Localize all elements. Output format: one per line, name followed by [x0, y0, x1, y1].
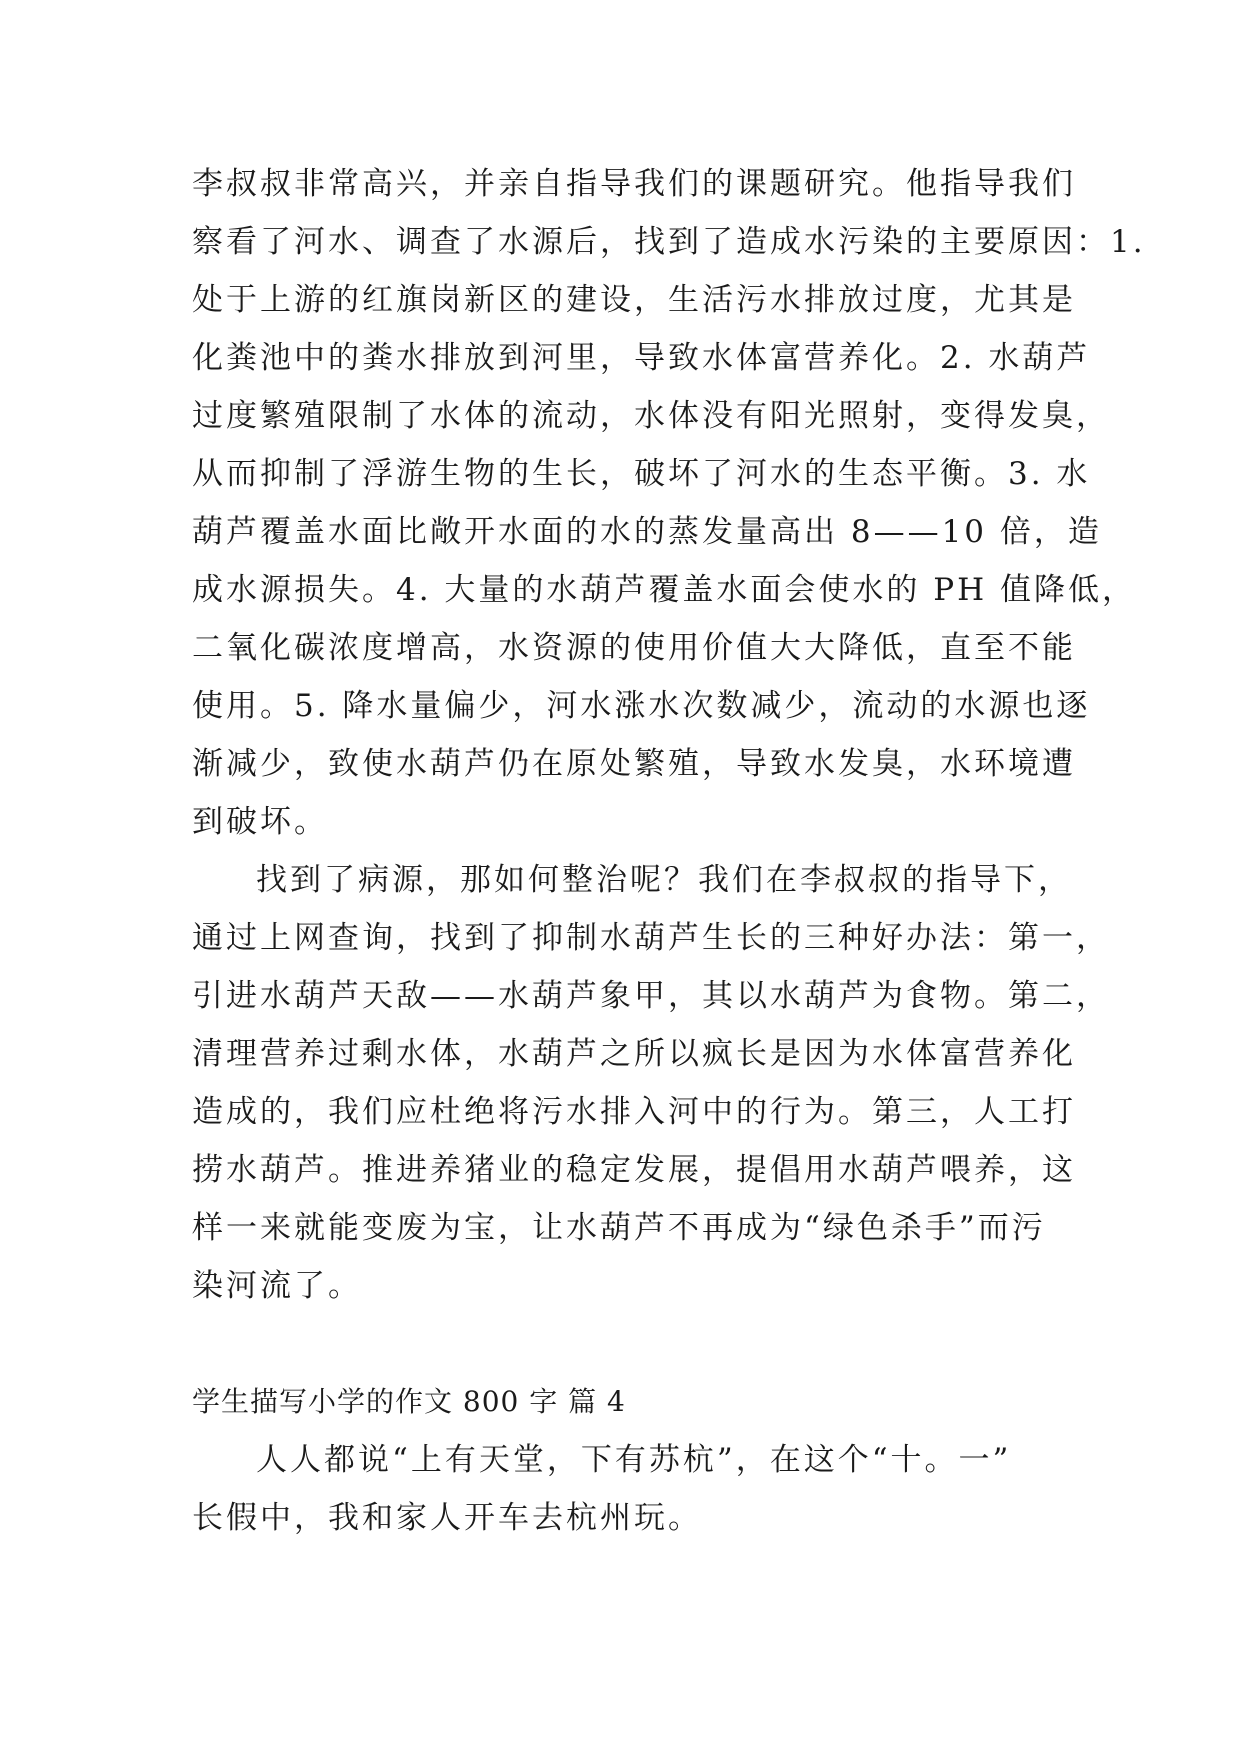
paragraph-2-line-7: 样一来就能变废为宝，让水葫芦不再成为“绿色杀手”而污 — [192, 1210, 1046, 1246]
paragraph-1-line-3: 处于上游的红旗岗新区的建设，生活污水排放过度，尤其是 — [192, 282, 1076, 318]
paragraph-1-line-1: 李叔叔非常高兴，并亲自指导我们的课题研究。他指导我们 — [192, 166, 1076, 202]
paragraph-1-line-9: 二氧化碳浓度增高，水资源的使用价值大大降低，直至不能 — [192, 630, 1076, 666]
paragraph-1-line-7: 葫芦覆盖水面比敞开水面的水的蒸发量高出 8——10 倍，造 — [192, 514, 1102, 550]
section-paragraph-line-2: 长假中，我和家人开车去杭州玩。 — [192, 1500, 702, 1536]
paragraph-1-line-6: 从而抑制了浮游生物的生长，破坏了河水的生态平衡。3. 水 — [192, 456, 1091, 492]
paragraph-2-line-6: 捞水葫芦。推进养猪业的稳定发展，提倡用水葫芦喂养，这 — [192, 1152, 1076, 1188]
paragraph-2-line-2: 通过上网查询，找到了抑制水葫芦生长的三种好办法：第一， — [192, 920, 1110, 956]
paragraph-2-line-1: 找到了病源，那如何整治呢？我们在李叔叔的指导下， — [256, 862, 1072, 898]
paragraph-1-line-11: 渐减少，致使水葫芦仍在原处繁殖，导致水发臭，水环境遭 — [192, 746, 1076, 782]
paragraph-2-line-4: 清理营养过剩水体，水葫芦之所以疯长是因为水体富营养化 — [192, 1036, 1076, 1072]
paragraph-1-line-12: 到破坏。 — [192, 804, 328, 840]
section-paragraph-line-1: 人人都说“上有天堂，下有苏杭”，在这个“十。一” — [256, 1442, 1012, 1478]
paragraph-2-line-8: 染河流了。 — [192, 1268, 362, 1304]
paragraph-2-line-5: 造成的，我们应杜绝将污水排入河中的行为。第三，人工打 — [192, 1094, 1076, 1130]
paragraph-1-line-10: 使用。5. 降水量偏少，河水涨水次数减少，流动的水源也逐 — [192, 688, 1091, 724]
paragraph-1-line-8: 成水源损失。4. 大量的水葫芦覆盖水面会使水的 PH 值降低， — [192, 572, 1137, 608]
paragraph-2-line-3: 引进水葫芦天敌——水葫芦象甲，其以水葫芦为食物。第二， — [192, 978, 1110, 1014]
section-heading: 学生描写小学的作文 800 字 篇 4 — [192, 1385, 626, 1418]
paragraph-1-line-5: 过度繁殖限制了水体的流动，水体没有阳光照射，变得发臭， — [192, 398, 1110, 434]
paragraph-1-line-2: 察看了河水、调查了水源后，找到了造成水污染的主要原因：1. — [192, 224, 1146, 260]
paragraph-1-line-4: 化粪池中的粪水排放到河里，导致水体富营养化。2. 水葫芦 — [192, 340, 1091, 376]
